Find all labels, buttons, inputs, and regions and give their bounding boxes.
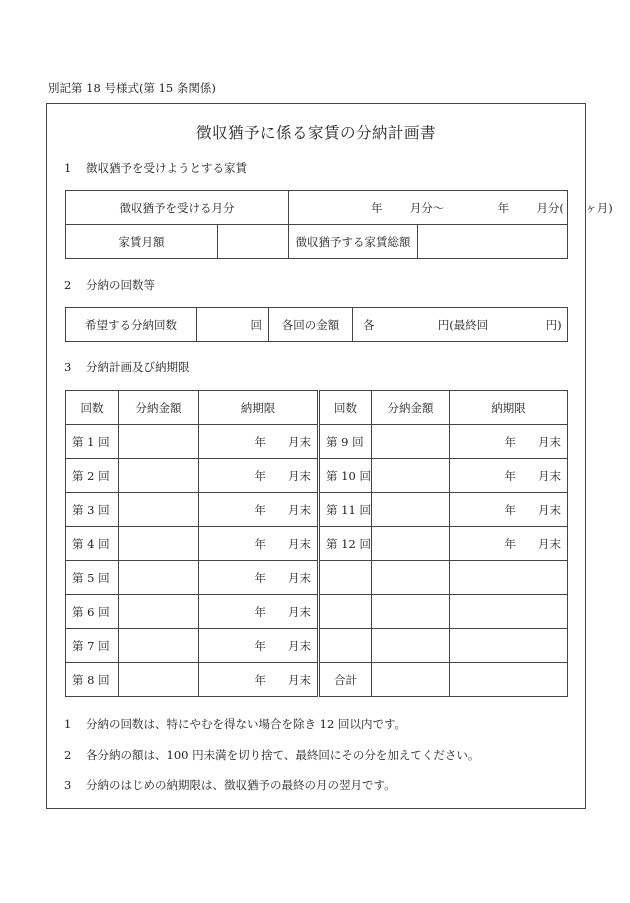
installment-amount-right-field[interactable]: [372, 561, 450, 595]
final-amount-label: 円(最終回: [437, 317, 489, 332]
empty-deadline-cell: [450, 561, 568, 595]
deadline-year-label: 年: [254, 570, 266, 585]
note-1: 1 分納の回数は、特にやむを得ない場合を除き 12 回以内です。: [64, 717, 407, 731]
total-rent-field[interactable]: [418, 225, 568, 259]
deadline-month-end-label: 月末: [538, 536, 561, 551]
empty-deadline-cell: [450, 663, 568, 697]
installment-number-right: 第 9 回: [319, 425, 372, 459]
section1-number: 1: [64, 161, 72, 175]
installment-deadline-left-field[interactable]: [199, 425, 319, 459]
deadline-year-label: 年: [254, 468, 266, 483]
installment-count-table: [65, 307, 568, 342]
installment-amount-left-field[interactable]: [119, 663, 199, 697]
installment-amount-left-field[interactable]: [119, 425, 199, 459]
deadline-year-label: 年: [254, 434, 266, 449]
empty-deadline-cell: [450, 595, 568, 629]
deadline-month-end-label: 月末: [288, 502, 311, 517]
installment-deadline-left-field[interactable]: [199, 561, 319, 595]
installment-amount-right-field[interactable]: [372, 629, 450, 663]
monthly-rent-field[interactable]: [218, 225, 289, 259]
form-frame: [46, 103, 613, 809]
installment-amount-right-field[interactable]: [372, 595, 450, 629]
deadline-year-label: 年: [504, 536, 516, 551]
deadline-year-label: 年: [504, 502, 516, 517]
installment-amount-right-field[interactable]: [372, 493, 450, 527]
schedule-row: [66, 595, 568, 629]
deadline-month-end-label: 月末: [288, 604, 311, 619]
installment-amount-right-field[interactable]: [372, 527, 450, 561]
empty-number-cell: [319, 561, 372, 595]
installment-number-left: 第 3 回: [66, 493, 119, 527]
section3-title: 分納計画及び納期限: [86, 360, 190, 374]
section1-heading: [64, 160, 247, 176]
deadline-year-label: 年: [504, 434, 516, 449]
total-rent-label: 徴収猶予する家賃総額: [289, 225, 418, 259]
installment-amount-left-field[interactable]: [119, 527, 199, 561]
section1-title: 徴収猶予を受けようとする家賃: [86, 161, 247, 175]
installment-deadline-left-field[interactable]: [199, 459, 319, 493]
section3-number: 3: [64, 360, 72, 374]
installment-number-left: 第 1 回: [66, 425, 119, 459]
deadline-year-label: 年: [254, 502, 266, 517]
installment-deadline-left-field[interactable]: [199, 629, 319, 663]
deadline-month-end-label: 月末: [288, 434, 311, 449]
installment-number-left: 第 5 回: [66, 561, 119, 595]
month-from-label: 月分〜: [409, 200, 445, 215]
installment-deadline-right-field[interactable]: [450, 459, 568, 493]
installment-number-right: 第 11 回: [319, 493, 372, 527]
installment-deadline-right-field[interactable]: [450, 527, 568, 561]
section2-title: 分納の回数等: [86, 278, 155, 292]
installment-number-left: 第 6 回: [66, 595, 119, 629]
empty-deadline-cell: [450, 629, 568, 663]
schedule-row: [66, 493, 568, 527]
each-prefix: 各: [363, 317, 375, 332]
deadline-month-end-label: 月末: [288, 570, 311, 585]
deadline-month-end-label: 月末: [538, 468, 561, 483]
deadline-month-end-label: 月末: [538, 502, 561, 517]
installment-amount-left-field[interactable]: [119, 459, 199, 493]
deferral-table: [65, 190, 613, 259]
schedule-table: [65, 390, 568, 697]
installment-number-left: 第 2 回: [66, 459, 119, 493]
note-2: 2 各分納の額は、100 円未満を切り捨て、最終回にその分を加えてください。: [64, 748, 480, 762]
header-amount-left: 分納金額: [119, 391, 199, 425]
note-3: 3 分納のはじめの納期限は、徴収猶予の最終の月の翌月です。: [64, 778, 396, 792]
header-count-right: 回数: [319, 391, 372, 425]
total-amount-field[interactable]: [372, 663, 450, 697]
schedule-row: [66, 527, 568, 561]
deadline-month-end-label: 月末: [288, 672, 311, 687]
monthly-rent-label: 家賃月額: [66, 225, 218, 259]
deadline-year-label: 年: [254, 672, 266, 687]
deferral-months-field[interactable]: [289, 191, 613, 225]
installment-amount-left-field[interactable]: [119, 629, 199, 663]
installment-amount-left-field[interactable]: [119, 561, 199, 595]
deadline-year-label: 年: [254, 604, 266, 619]
deadline-month-end-label: 月末: [538, 434, 561, 449]
installment-number-left: 第 4 回: [66, 527, 119, 561]
installment-amount-left-field[interactable]: [119, 595, 199, 629]
empty-number-cell: [319, 629, 372, 663]
installment-deadline-left-field[interactable]: [199, 595, 319, 629]
deadline-year-label: 年: [504, 468, 516, 483]
header-deadline-left: 納期限: [199, 391, 319, 425]
deadline-month-end-label: 月末: [288, 536, 311, 551]
installment-deadline-right-field[interactable]: [450, 493, 568, 527]
schedule-row: [66, 459, 568, 493]
desired-count-label: 希望する分納回数: [66, 308, 197, 342]
header-count-left: 回数: [66, 391, 119, 425]
section2-heading: [64, 277, 155, 293]
deadline-month-end-label: 月末: [288, 468, 311, 483]
total-label: 合計: [319, 663, 372, 697]
installment-number-left: 第 8 回: [66, 663, 119, 697]
installment-amount-left-field[interactable]: [119, 493, 199, 527]
schedule-body: [66, 425, 568, 697]
header-amount-right: 分納金額: [372, 391, 450, 425]
installment-number-right: 第 10 回: [319, 459, 372, 493]
schedule-row: [66, 663, 568, 697]
installment-amount-right-field[interactable]: [372, 459, 450, 493]
section2-number: 2: [64, 278, 72, 292]
deferral-months-label: 徴収猶予を受ける月分: [66, 191, 289, 225]
each-amount-label: 各回の金額: [269, 308, 353, 342]
installment-number-right: 第 12 回: [319, 527, 372, 561]
year2-label: 年: [497, 200, 510, 215]
deadline-year-label: 年: [254, 638, 266, 653]
desired-count-field[interactable]: [197, 308, 269, 342]
deadline-month-end-label: 月末: [288, 638, 311, 653]
form-caption: 別記第 18 号様式(第 15 条関係): [48, 81, 216, 95]
installment-deadline-left-field[interactable]: [199, 493, 319, 527]
header-deadline-right: 納期限: [450, 391, 568, 425]
schedule-row: [66, 561, 568, 595]
installment-amount-right-field[interactable]: [372, 425, 450, 459]
empty-number-cell: [319, 595, 372, 629]
month-count-label: ヶ月): [585, 200, 613, 215]
installment-deadline-left-field[interactable]: [199, 527, 319, 561]
deadline-year-label: 年: [254, 536, 266, 551]
year1-label: 年: [371, 200, 383, 215]
yen-close-label: 円): [545, 317, 562, 332]
installment-number-left: 第 7 回: [66, 629, 119, 663]
schedule-row: [66, 425, 568, 459]
installment-deadline-left-field[interactable]: [199, 663, 319, 697]
each-amount-field[interactable]: [353, 308, 568, 342]
section3-heading: [64, 359, 190, 375]
schedule-row: [66, 629, 568, 663]
form-title: 徴収猶予に係る家賃の分納計画書: [195, 124, 436, 142]
installment-deadline-right-field[interactable]: [450, 425, 568, 459]
count-unit: 回: [250, 317, 262, 332]
month-to-label: 月分(: [536, 200, 564, 215]
